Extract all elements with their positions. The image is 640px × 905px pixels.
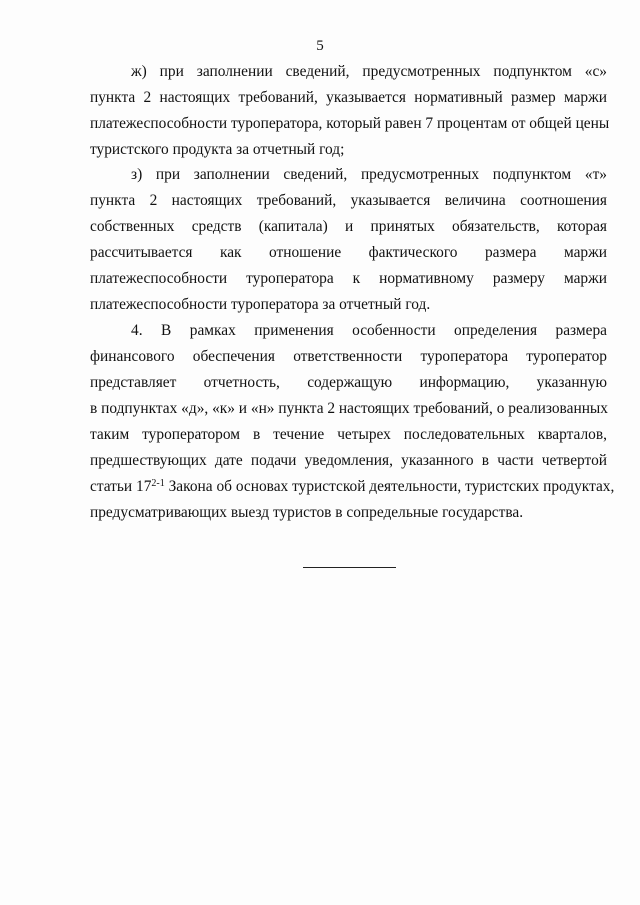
article-ref-superscript: 2-1 — [151, 478, 165, 489]
article-ref-before: статьи 17 — [90, 478, 152, 495]
paragraph-4-line: финансового обеспечения ответственности туроператора туроператор — [90, 348, 607, 365]
paragraph-z-line: платежеспособности туроператора за отчетный год. — [90, 296, 431, 313]
paragraph-4-line: представляет отчетность, содержащую информацию, указанную — [90, 374, 607, 391]
paragraph-4-line: таким туроператором в течение четырех последовательных кварталов, — [90, 426, 607, 443]
paragraph-z-line: рассчитывается как отношение фактического размера маржи — [90, 244, 607, 261]
paragraph-zh-line: пункта 2 настоящих требований, указывается нормативный размер маржи — [90, 89, 607, 106]
article-ref-after: Закона об основах туристской деятельности, туристских продуктах, — [164, 478, 615, 495]
closing-divider — [303, 567, 396, 568]
paragraph-zh-line: платежеспособности туроператора, который равен 7 процентам от общей цены — [90, 115, 610, 132]
paragraph-4-line: предусматривающих выезд туристов в сопредельные государства. — [90, 504, 524, 521]
paragraph-z-line: пункта 2 настоящих требований, указывается величина соотношения — [90, 192, 607, 209]
paragraph-z-line: з) при заполнении сведений, предусмотренных подпунктом «т» — [131, 166, 607, 183]
page-number: 5 — [316, 38, 324, 54]
paragraph-z-line: собственных средств (капитала) и принятых обязательств, которая — [90, 218, 607, 235]
paragraph-4-article-line — [90, 478, 615, 496]
paragraph-4-line: в подпунктах «д», «к» и «н» пункта 2 настоящих требований, о реализованных — [90, 400, 608, 417]
paragraph-zh-line: туристского продукта за отчетный год; — [90, 141, 345, 158]
paragraph-zh-line: ж) при заполнении сведений, предусмотренных подпунктом «с» — [131, 63, 607, 80]
paragraph-z-line: платежеспособности туроператора к нормативному размеру маржи — [90, 270, 607, 287]
paragraph-4-line: 4. В рамках применения особенности определения размера — [131, 322, 607, 339]
paragraph-4-line: предшествующих дате подачи уведомления, указанного в части четвертой — [90, 452, 607, 469]
